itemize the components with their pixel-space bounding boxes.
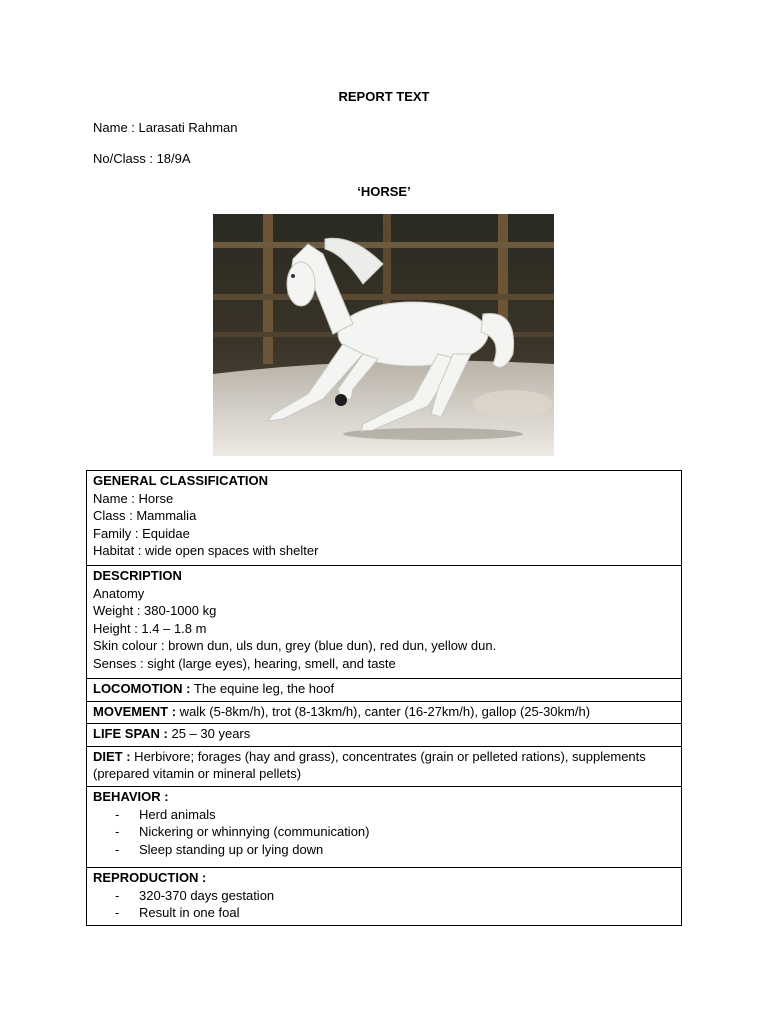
dash-bullet: - — [115, 841, 120, 857]
reproduction-heading: REPRODUCTION : — [93, 869, 207, 885]
behavior-heading: BEHAVIOR : — [93, 788, 169, 804]
report-subject: ‘HORSE’ — [357, 184, 411, 199]
general-heading: GENERAL CLASSIFICATION — [93, 473, 269, 488]
lifespan-row — [87, 724, 682, 747]
list-item — [93, 841, 675, 859]
general-family: Family : Equidae — [93, 525, 190, 541]
locomotion-label: LOCOMOTION : — [93, 681, 191, 696]
dash-bullet: - — [115, 806, 120, 822]
reproduction-list — [93, 887, 675, 922]
general-classification-row — [87, 471, 682, 566]
dash-bullet: - — [115, 824, 120, 840]
locomotion-text: The equine leg, the hoof — [190, 681, 335, 696]
list-item — [93, 823, 675, 841]
description-anatomy: Anatomy — [93, 585, 145, 601]
behavior-list — [93, 806, 675, 859]
description-weight: Weight : 380-1000 kg — [93, 603, 217, 619]
reproduction-row — [87, 867, 682, 925]
description-senses: Senses : sight (large eyes), hearing, smell, and taste — [93, 655, 396, 671]
lifespan-label: LIFE SPAN : — [93, 726, 168, 742]
dash-bullet: - — [115, 887, 120, 903]
description-row — [87, 566, 682, 679]
general-class: Class : Mammalia — [93, 508, 197, 524]
locomotion-row — [87, 679, 682, 702]
behavior-item: Herd animals — [139, 806, 216, 822]
diet-label: DIET : — [93, 748, 131, 764]
lifespan-text: 25 – 30 years — [167, 726, 251, 742]
list-item — [93, 887, 675, 905]
classification-table — [86, 470, 682, 926]
dash-bullet: - — [115, 905, 120, 921]
diet-text: Herbivore; forages (hay and grass), concentrates (grain or pelleted rations), supplements (prepared vitamin or mineral pellets) — [93, 748, 646, 782]
student-class: No/Class : 18/9A — [93, 151, 191, 166]
description-height: Height : 1.4 – 1.8 m — [93, 620, 207, 636]
horse-photo — [213, 214, 554, 456]
behavior-item: Sleep standing up or lying down — [139, 841, 324, 857]
description-skin: Skin colour : brown dun, uls dun, grey (blue dun), red dun, yellow dun. — [93, 638, 497, 654]
movement-row — [87, 701, 682, 724]
student-name: Name : Larasati Rahman — [93, 120, 238, 135]
report-title: REPORT TEXT — [338, 89, 430, 104]
description-heading: DESCRIPTION — [93, 568, 182, 583]
general-name: Name : Horse — [93, 490, 174, 506]
diet-row — [87, 746, 682, 786]
movement-text: walk (5-8km/h), trot (8-13km/h), canter (16-27km/h), gallop (25-30km/h) — [176, 703, 591, 719]
list-item — [93, 904, 675, 922]
list-item — [93, 806, 675, 824]
behavior-row — [87, 786, 682, 867]
behavior-item: Nickering or whinnying (communication) — [139, 824, 370, 840]
reproduction-item: 320-370 days gestation — [139, 887, 275, 903]
movement-label: MOVEMENT : — [93, 703, 177, 719]
general-habitat: Habitat : wide open spaces with shelter — [93, 543, 319, 559]
reproduction-item: Result in one foal — [139, 905, 240, 921]
